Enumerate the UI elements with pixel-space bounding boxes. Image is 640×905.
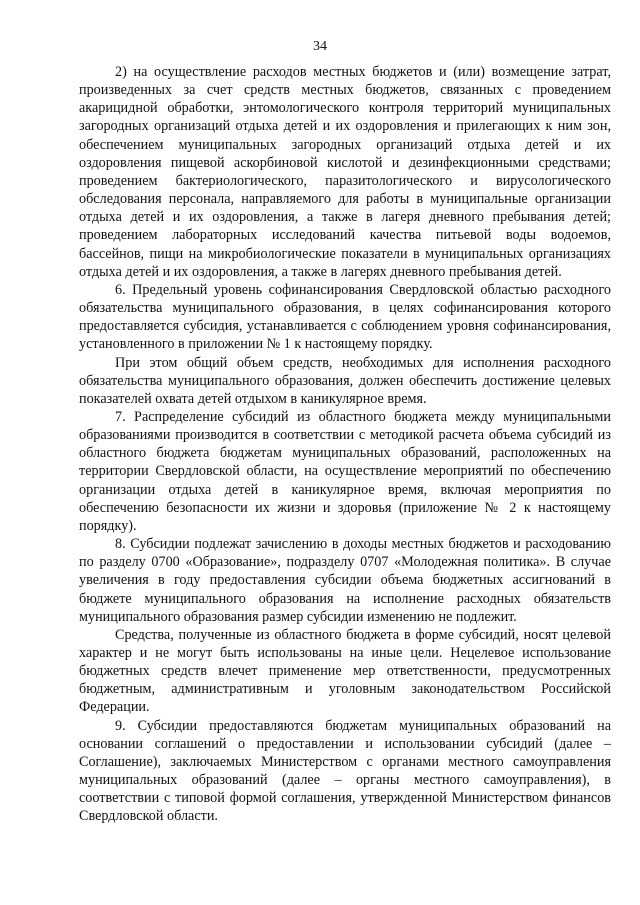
page-number: 34 <box>313 39 327 54</box>
paragraph-section-9: 9. Субсидии предоставляются бюджетам муниципальных образований на основании соглашений о предоставлении и использовании субсидий (далее – Соглашение), заключаемых Министерством с органами местного самоуправления муниципальных образований (далее – органы местного самоуправления), в соответствии с типовой формой соглашения, утвержденной Министерством финансов Свердловской области. <box>79 717 611 825</box>
paragraph-section-8: 8. Субсидии подлежат зачислению в доходы местных бюджетов и расходованию по разделу 0700 «Образование», подразделу 0707 «Молодежная политика». В случае увеличения в году предоставления субсидии объема бюджетных ассигнований в бюджете муниципального образования на исполнение расходных обязательств муниципального образования размер субсидии изменению не подлежит. <box>79 536 611 625</box>
document-body <box>79 63 611 826</box>
paragraph-item-2: 2) на осуществление расходов местных бюджетов и (или) возмещение затрат, произведенных за счет средств местных бюджетов, связанных с проведением акарицидной обработки, энтомологического контроля территорий муниципальных загородных организаций отдыха детей и их оздоровления и прилегающих к ним зон, обеспечением муниципальных загородных организаций отдыха детей и их оздоровления пищевой аскорбиновой кислотой и дезинфекционными средствами; проведением бактериологического, паразитологического и вирусологического обследования персонала, направляемого для работы в муниципальные организации отдыха детей и их оздоровления, а также в лагеря дневного пребывания детей; проведением лабораторных исследований качества питьевой воды водоемов, бассейнов, пищи на микробиологические показатели в муниципальных организациях отдыха детей и их оздоровления, а также в лагерях дневного пребывания детей. <box>79 64 611 280</box>
paragraph-section-8-note: Средства, полученные из областного бюджета в форме субсидий, носят целевой характер и не могут быть использованы на иные цели. Нецелевое использование бюджетных средств влечет применение мер ответственности, предусмотренных бюджетным, административным и уголовным законодательством Российской Федерации. <box>79 626 611 716</box>
paragraph-section-7: 7. Распределение субсидий из областного бюджета между муниципальными образованиями производится в соответствии с методикой расчета объема субсидий из областного бюджета бюджетам муниципальных образований, расположенных на территории Свердловской области, на осуществление мероприятий по обеспечению организации отдыха детей в каникулярное время, включая мероприятия по обеспечению безопасности их жизни и здоровья (приложение № 2 к настоящему порядку). <box>79 408 611 534</box>
paragraph-section-6-note: При этом общий объем средств, необходимых для исполнения расходного обязательства муниципального образования, должен обеспечить достижение целевых показателей охвата детей отдыхом в каникулярное время. <box>79 354 611 407</box>
paragraph-section-6: 6. Предельный уровень софинансирования Свердловской областью расходного обязательства муниципального образования, в целях софинансирования которого предоставляется субсидия, устанавливается с соблюдением уровня софинансирования, установленного в приложении № 1 к настоящему порядку. <box>79 281 611 353</box>
